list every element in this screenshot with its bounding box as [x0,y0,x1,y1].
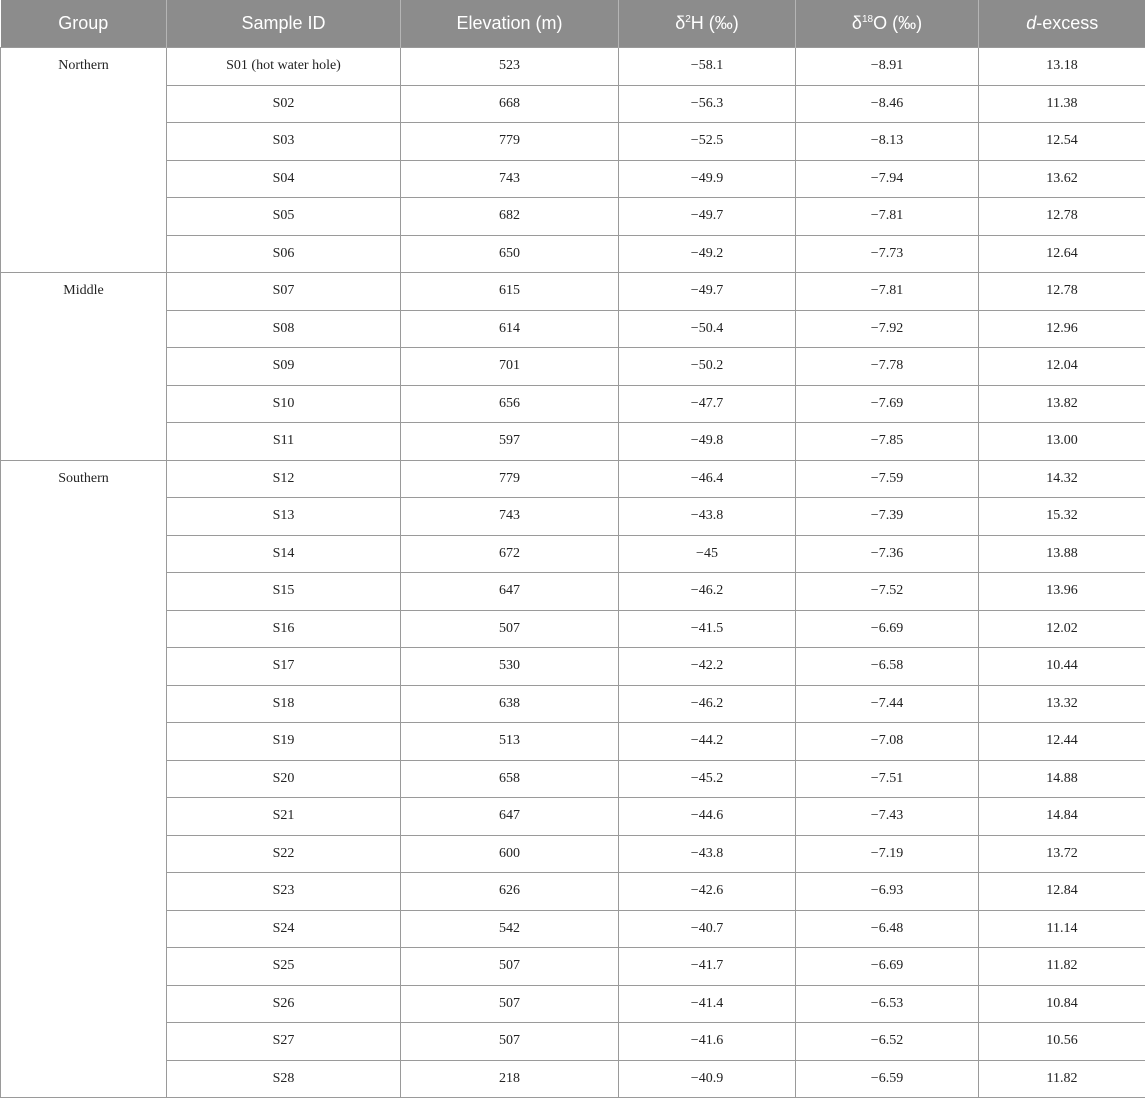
cell-elevation: 779 [401,123,619,161]
cell-delta-2h: −45.2 [619,760,796,798]
cell-delta-2h: −42.2 [619,648,796,686]
cell-d-excess: 12.64 [979,235,1145,273]
cell-sample-id: S14 [167,535,401,573]
cell-delta-18o: −7.59 [796,460,979,498]
cell-sample-id: S24 [167,910,401,948]
cell-delta-18o: −6.93 [796,873,979,911]
cell-d-excess: 12.04 [979,348,1145,386]
cell-delta-2h: −41.7 [619,948,796,986]
cell-delta-18o: −6.59 [796,1060,979,1098]
cell-d-excess: 12.78 [979,273,1145,311]
cell-delta-2h: −40.7 [619,910,796,948]
cell-delta-18o: −6.58 [796,648,979,686]
cell-d-excess: 14.84 [979,798,1145,836]
table-row [1,835,1145,873]
table-row [1,273,1145,311]
table-row [1,798,1145,836]
table-row [1,610,1145,648]
cell-elevation: 600 [401,835,619,873]
cell-delta-18o: −6.48 [796,910,979,948]
cell-d-excess: 11.82 [979,1060,1145,1098]
cell-sample-id: S15 [167,573,401,611]
cell-d-excess: 12.54 [979,123,1145,161]
cell-delta-2h: −52.5 [619,123,796,161]
header-delta-18o-superscript: 18 [862,14,873,25]
table-row [1,160,1145,198]
table-row [1,1060,1145,1098]
group-label: Middle [1,273,167,461]
cell-elevation: 597 [401,423,619,461]
cell-delta-18o: −6.69 [796,610,979,648]
cell-d-excess: 13.32 [979,685,1145,723]
cell-delta-18o: −7.69 [796,385,979,423]
cell-sample-id: S19 [167,723,401,761]
cell-delta-2h: −42.6 [619,873,796,911]
cell-elevation: 779 [401,460,619,498]
cell-delta-2h: −49.7 [619,198,796,236]
group-label: Southern [1,460,167,1098]
table-row [1,948,1145,986]
header-d-excess [979,0,1145,48]
header-delta-18o-prefix: δ [852,13,862,33]
cell-d-excess: 13.18 [979,48,1145,86]
table-row [1,723,1145,761]
cell-elevation: 647 [401,573,619,611]
cell-delta-2h: −49.9 [619,160,796,198]
table-row [1,535,1145,573]
table-row [1,648,1145,686]
cell-delta-18o: −7.44 [796,685,979,723]
table-body [1,48,1145,1098]
cell-sample-id: S17 [167,648,401,686]
cell-d-excess: 13.62 [979,160,1145,198]
cell-delta-18o: −7.92 [796,310,979,348]
table-row [1,385,1145,423]
cell-delta-18o: −7.81 [796,198,979,236]
cell-elevation: 626 [401,873,619,911]
cell-d-excess: 10.56 [979,1023,1145,1061]
cell-sample-id: S18 [167,685,401,723]
cell-elevation: 615 [401,273,619,311]
cell-d-excess: 11.14 [979,910,1145,948]
table-row [1,760,1145,798]
cell-d-excess: 11.38 [979,85,1145,123]
header-group: Group [1,0,167,48]
cell-sample-id: S10 [167,385,401,423]
cell-elevation: 530 [401,648,619,686]
table-row [1,685,1145,723]
cell-delta-2h: −47.7 [619,385,796,423]
cell-delta-18o: −7.94 [796,160,979,198]
table-row [1,423,1145,461]
cell-delta-2h: −45 [619,535,796,573]
cell-elevation: 658 [401,760,619,798]
cell-d-excess: 13.72 [979,835,1145,873]
cell-delta-2h: −50.2 [619,348,796,386]
table-row [1,310,1145,348]
cell-elevation: 507 [401,1023,619,1061]
cell-delta-18o: −7.39 [796,498,979,536]
cell-sample-id: S27 [167,1023,401,1061]
cell-delta-2h: −56.3 [619,85,796,123]
cell-elevation: 507 [401,985,619,1023]
cell-delta-2h: −43.8 [619,835,796,873]
cell-delta-2h: −41.4 [619,985,796,1023]
cell-elevation: 672 [401,535,619,573]
cell-elevation: 638 [401,685,619,723]
cell-delta-2h: −50.4 [619,310,796,348]
header-d-excess-italic: d [1026,13,1036,33]
cell-delta-18o: −8.46 [796,85,979,123]
cell-delta-18o: −6.52 [796,1023,979,1061]
cell-sample-id: S20 [167,760,401,798]
cell-delta-18o: −7.78 [796,348,979,386]
header-delta-2h-suffix: H (‰) [691,13,739,33]
cell-sample-id: S05 [167,198,401,236]
cell-sample-id: S25 [167,948,401,986]
cell-delta-2h: −41.6 [619,1023,796,1061]
cell-delta-2h: −44.2 [619,723,796,761]
table-row [1,123,1145,161]
cell-delta-18o: −7.85 [796,423,979,461]
cell-delta-2h: −41.5 [619,610,796,648]
cell-delta-2h: −40.9 [619,1060,796,1098]
cell-delta-2h: −46.2 [619,685,796,723]
cell-d-excess: 12.44 [979,723,1145,761]
header-delta-2h-superscript: 2 [685,14,691,25]
cell-d-excess: 13.88 [979,535,1145,573]
table-row [1,460,1145,498]
table-row [1,873,1145,911]
cell-sample-id: S03 [167,123,401,161]
cell-delta-18o: −7.36 [796,535,979,573]
cell-delta-2h: −49.7 [619,273,796,311]
cell-sample-id: S09 [167,348,401,386]
cell-elevation: 523 [401,48,619,86]
cell-delta-18o: −7.81 [796,273,979,311]
cell-elevation: 701 [401,348,619,386]
cell-d-excess: 13.00 [979,423,1145,461]
header-row [1,0,1145,48]
cell-delta-18o: −6.53 [796,985,979,1023]
cell-sample-id: S21 [167,798,401,836]
cell-delta-18o: −7.73 [796,235,979,273]
cell-d-excess: 11.82 [979,948,1145,986]
table-row [1,573,1145,611]
cell-delta-2h: −49.8 [619,423,796,461]
cell-sample-id: S22 [167,835,401,873]
cell-delta-2h: −44.6 [619,798,796,836]
cell-delta-18o: −7.08 [796,723,979,761]
cell-sample-id: S04 [167,160,401,198]
header-elevation: Elevation (m) [401,0,619,48]
cell-sample-id: S26 [167,985,401,1023]
cell-elevation: 513 [401,723,619,761]
table-row [1,235,1145,273]
cell-delta-18o: −7.51 [796,760,979,798]
cell-d-excess: 10.44 [979,648,1145,686]
cell-delta-18o: −7.19 [796,835,979,873]
cell-sample-id: S23 [167,873,401,911]
table-row [1,198,1145,236]
cell-delta-2h: −43.8 [619,498,796,536]
table-row [1,48,1145,86]
cell-elevation: 542 [401,910,619,948]
cell-elevation: 614 [401,310,619,348]
cell-elevation: 507 [401,948,619,986]
cell-elevation: 218 [401,1060,619,1098]
cell-delta-18o: −6.69 [796,948,979,986]
cell-delta-18o: −8.13 [796,123,979,161]
cell-sample-id: S28 [167,1060,401,1098]
table-row [1,910,1145,948]
cell-elevation: 682 [401,198,619,236]
cell-d-excess: 15.32 [979,498,1145,536]
cell-elevation: 507 [401,610,619,648]
cell-elevation: 647 [401,798,619,836]
header-delta-2h-prefix: δ [675,13,685,33]
cell-elevation: 743 [401,160,619,198]
cell-sample-id: S16 [167,610,401,648]
cell-sample-id: S07 [167,273,401,311]
cell-d-excess: 12.02 [979,610,1145,648]
cell-sample-id: S08 [167,310,401,348]
cell-sample-id: S01 (hot water hole) [167,48,401,86]
cell-delta-2h: −49.2 [619,235,796,273]
cell-d-excess: 13.96 [979,573,1145,611]
cell-d-excess: 12.78 [979,198,1145,236]
cell-d-excess: 10.84 [979,985,1145,1023]
cell-delta-2h: −58.1 [619,48,796,86]
header-delta-2h [619,0,796,48]
group-label: Northern [1,48,167,273]
cell-sample-id: S02 [167,85,401,123]
cell-elevation: 650 [401,235,619,273]
cell-delta-2h: −46.4 [619,460,796,498]
cell-elevation: 656 [401,385,619,423]
header-sample-id: Sample ID [167,0,401,48]
cell-d-excess: 14.88 [979,760,1145,798]
header-delta-18o-suffix: O (‰) [873,13,922,33]
cell-elevation: 743 [401,498,619,536]
table-header [1,0,1145,48]
table-row [1,985,1145,1023]
header-delta-18o [796,0,979,48]
cell-elevation: 668 [401,85,619,123]
cell-delta-18o: −7.43 [796,798,979,836]
cell-sample-id: S12 [167,460,401,498]
cell-delta-18o: −7.52 [796,573,979,611]
table-row [1,1023,1145,1061]
cell-sample-id: S06 [167,235,401,273]
cell-d-excess: 12.96 [979,310,1145,348]
cell-sample-id: S11 [167,423,401,461]
cell-sample-id: S13 [167,498,401,536]
table-row [1,348,1145,386]
cell-delta-18o: −8.91 [796,48,979,86]
header-d-excess-suffix: -excess [1036,13,1098,33]
table-row [1,85,1145,123]
cell-d-excess: 13.82 [979,385,1145,423]
cell-delta-2h: −46.2 [619,573,796,611]
cell-d-excess: 14.32 [979,460,1145,498]
cell-d-excess: 12.84 [979,873,1145,911]
table-row [1,498,1145,536]
